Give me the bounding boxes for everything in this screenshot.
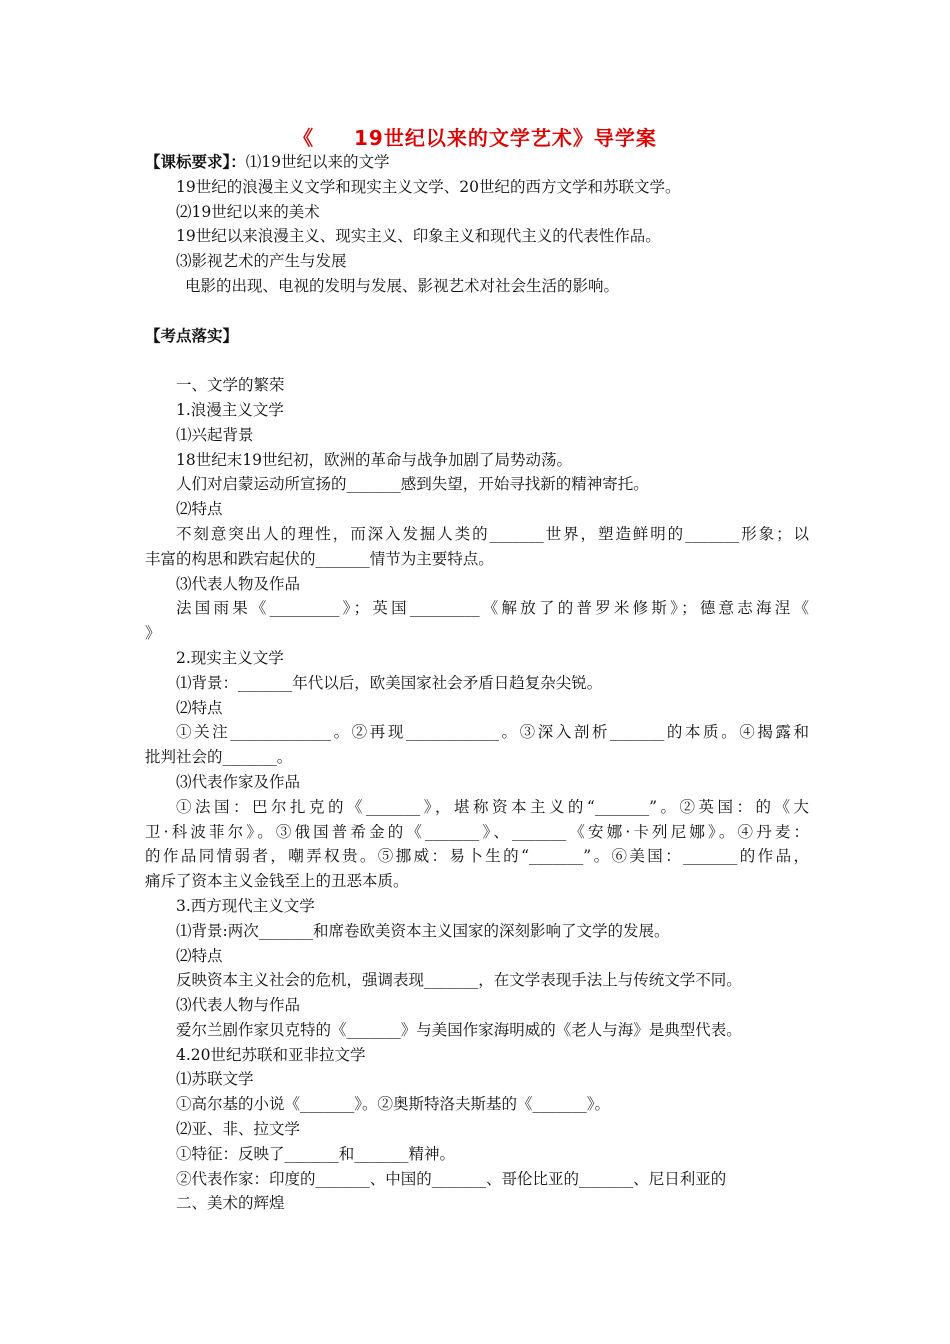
spacer xyxy=(145,348,809,373)
fill-blank-line: ⑴背景：_______年代以后，欧美国家社会矛盾日趋复杂尖锐。 xyxy=(176,673,603,692)
fill-blank-line: ①关注_____________。②再现____________。③深入剖析_______的本质。④揭露和 xyxy=(176,723,809,742)
item-heading: ⑶代表人物及作品 xyxy=(176,574,301,593)
fill-blank-line: ①特征：反映了_______和_______精神。 xyxy=(176,1144,456,1163)
fill-blank-line: 卫·科波菲尔》。③俄国普希金的《_______》、_______《安娜·卡列尼娜》。④丹麦： xyxy=(145,822,809,841)
fill-blank-line: 反映资本主义社会的危机，强调表现_______，在文学表现手法上与传统文学不同。 xyxy=(176,971,742,990)
fill-blank-line: 人们对启蒙运动所宣扬的_______感到失望，开始寻找新的精神寄托。 xyxy=(176,475,649,494)
item-heading: ⑵亚、非、拉文学 xyxy=(176,1120,301,1139)
section-heading: 二、美术的辉煌 xyxy=(176,1194,285,1213)
text-line: 18世纪末19世纪初，欧洲的革命与战争加剧了局势动荡。 xyxy=(176,450,572,469)
text-line: 》 xyxy=(145,624,161,643)
fill-blank-line: 的作品同情弱者，嘲弄权贵。⑤挪威：易卜生的“_______”。⑥美国：_______的作品， xyxy=(145,847,809,866)
spacer xyxy=(145,299,809,324)
kebiao-heading-line xyxy=(145,150,809,175)
kebiao-line: ⑵19世纪以来的美术 xyxy=(176,202,320,221)
fill-blank-line: ⑴背景:两次_______和席卷欧美资本主义国家的深刻影响了文学的发展。 xyxy=(176,921,670,940)
subsection-heading: 3.西方现代主义文学 xyxy=(176,896,315,915)
kebiao-line: 19世纪以来浪漫主义、现实主义、印象主义和现代主义的代表性作品。 xyxy=(176,227,661,246)
document-title: 《 19世纪以来的文学艺术》导学案 xyxy=(293,126,657,150)
item-heading: ⑴兴起背景 xyxy=(176,425,254,444)
fill-blank-line: 法国雨果《_________》；英国_________《解放了的普罗米修斯》；德意志海涅《 xyxy=(176,599,809,618)
fill-blank-line: 不刻意突出人的理性，而深入发掘人类的_______世界，塑造鲜明的_______形象；以 xyxy=(176,524,809,543)
item-heading: ⑵特点 xyxy=(176,500,223,519)
fill-blank-line: 丰富的构思和跌宕起伏的_______情节为主要特点。 xyxy=(145,549,494,568)
fill-blank-line: ②代表作家：印度的_______、中国的_______、哥伦比亚的_______、尼日利亚的 xyxy=(176,1169,727,1188)
subsection-heading: 2.现实主义文学 xyxy=(176,648,284,667)
item-heading: ⑵特点 xyxy=(176,946,223,965)
kebiao-line: 电影的出现、电视的发明与发展、影视艺术对社会生活的影响。 xyxy=(185,276,620,295)
item-heading: ⑴苏联文学 xyxy=(176,1070,254,1089)
fill-blank-line: 爱尔兰剧作家贝克特的《_______》与美国作家海明威的《老人与海》是典型代表。 xyxy=(176,1020,742,1039)
document-body xyxy=(145,150,809,1216)
kebiao-label: 【课标要求】： xyxy=(145,153,246,171)
kebiao-first-item: ⑴19世纪以来的文学 xyxy=(245,153,390,171)
section-heading: 一、文学的繁荣 xyxy=(176,376,285,395)
fill-blank-line: ①高尔基的小说《_______》。②奥斯特洛夫斯基的《_______》。 xyxy=(176,1095,611,1114)
item-heading: ⑵特点 xyxy=(176,698,223,717)
subsection-heading: 4.20世纪苏联和亚非拉文学 xyxy=(176,1045,366,1064)
fill-blank-line: 批判社会的_______。 xyxy=(145,748,293,767)
text-line: 痛斥了资本主义金钱至上的丑恶本质。 xyxy=(145,872,409,891)
fill-blank-line: ①法国：巴尔扎克的《_______》，堪称资本主义的“_______”。②英国：的《大 xyxy=(176,797,809,816)
kaodian-label: 【考点落实】 xyxy=(145,326,239,345)
subsection-heading: 1.浪漫主义文学 xyxy=(176,400,284,419)
item-heading: ⑶代表人物与作品 xyxy=(176,996,301,1015)
item-heading: ⑶代表作家及作品 xyxy=(176,772,301,791)
kebiao-line: 19世纪的浪漫主义文学和现实主义文学、20世纪的西方文学和苏联文学。 xyxy=(176,177,681,196)
kebiao-line: ⑶影视艺术的产生与发展 xyxy=(176,252,347,271)
